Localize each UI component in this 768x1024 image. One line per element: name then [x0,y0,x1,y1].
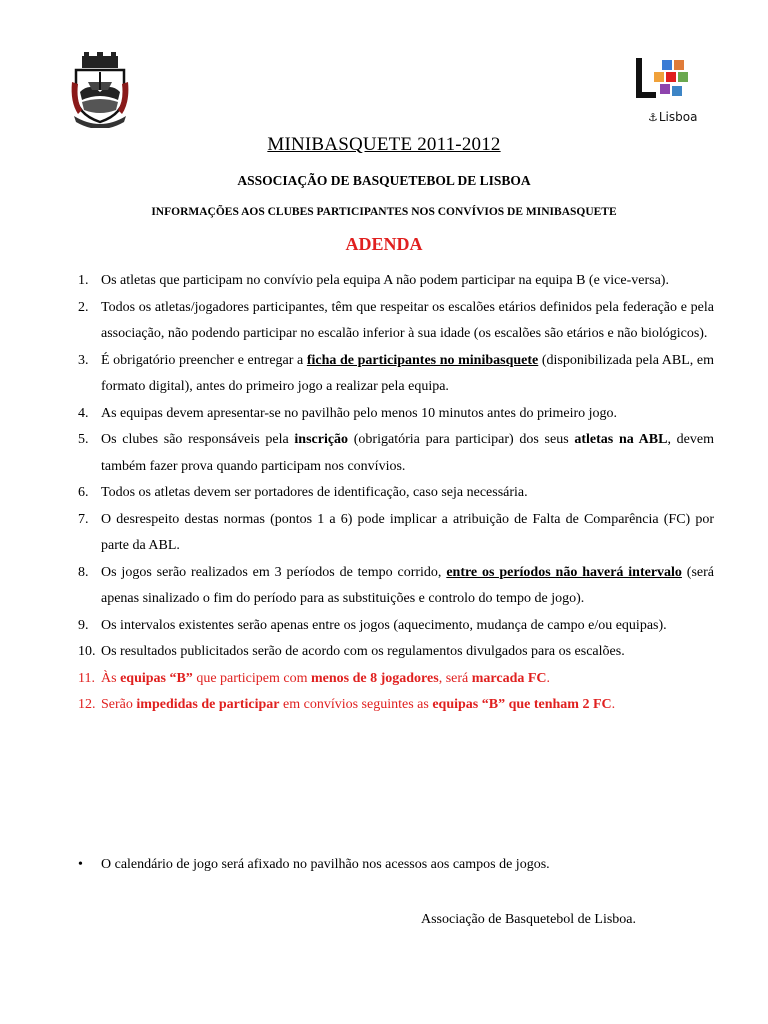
item-text: É obrigatório preencher e entregar a ficha de participantes no minibasquete (disponibilizada pela ABL, em formato digital), antes do primeiro jogo a realizar pela equipa. [101,352,714,394]
item-text: Às equipas “B” que participem com menos de 8 jogadores, será marcada FC. [101,670,551,686]
emphasis-text: marcada FC [471,670,547,686]
item-number: 5. [78,432,89,447]
item-text: Os intervalos existentes serão apenas entre os jogos (aquecimento, mudança de campo e/ou equipas). [101,617,667,633]
item-number: 3. [78,352,89,368]
list-item [78,348,714,401]
emphasis-text: ficha de participantes no minibasquete [306,352,539,368]
list-item [78,401,714,428]
bullet-note [78,857,714,873]
item-text: Os jogos serão realizados em 3 períodos de tempo corrido, entre os períodos não haverá intervalo (será apenas sinalizado o fim do período para as substituições e controlo do tempo de jogo). [101,564,715,606]
item-text: Serão impedidas de participar em convívios seguintes as equipas “B” que tenham 2 FC. [101,697,616,712]
item-number: 12. [78,697,96,712]
list-item [78,639,714,666]
emphasis-text: equipas “B” que tenham 2 FC [432,697,612,712]
list-item [78,295,714,348]
association-name: ASSOCIAÇÃO DE BASQUETEBOL DE LISBOA [237,173,531,188]
bullet-icon: • [78,857,83,872]
emphasis-text: entre os períodos não haverá intervalo [446,564,682,580]
emphasis-text: impedidas de participar [136,697,280,712]
bullet-text: O calendário de jogo será afixado no pavilhão nos acessos aos campos de jogos. [101,857,550,872]
lisboa-squares-icon [630,56,700,108]
item-text: O desrespeito destas normas (pontos 1 a 6) pode implicar a atribuição de Falta de Comparência (FC) por parte da ABL. [101,511,714,553]
item-number: 4. [78,405,89,421]
item-text: Os clubes são responsáveis pela inscrição (obrigatória para participar) dos seus atletas na ABL, devem também fazer prova quando participam nos convívios. [101,432,714,474]
item-text: Todos os atletas/jogadores participantes, têm que respeitar os escalões etários definidos pela federação e pela associação, não podendo participar no escalão inferior à sua idade (os escalões são etários e não biológicos). [101,299,714,341]
item-text: Todos os atletas devem ser portadores de identificação, caso seja necessária. [101,485,528,500]
lisboa-logo [630,56,700,130]
item-number: 2. [78,299,89,315]
item-number: 10. [78,644,96,659]
item-text: Os resultados publicitados serão de acordo com os regulamentos divulgados para os escalões. [101,644,625,659]
emphasis-text: equipas “B” [120,670,193,686]
list-item [78,268,714,295]
document-subtitle: INFORMAÇÕES AOS CLUBES PARTICIPANTES NOS CONVÍVIOS DE MINIBASQUETE [151,206,617,218]
section-heading: ADENDA [345,234,423,254]
list-item [78,666,714,693]
list-item [78,560,714,613]
item-text: Os atletas que participam no convívio pela equipa A não podem participar na equipa B (e vice-versa). [101,273,669,288]
item-text: As equipas devem apresentar-se no pavilhão pelo menos 10 minutos antes do primeiro jogo. [101,405,618,421]
list-item [78,692,714,719]
lisboa-logo-text: ⚓Lisboa [648,110,698,124]
lisbon-crest-logo [68,52,132,128]
item-number: 11. [78,670,95,686]
list-item [78,480,714,507]
list-item [78,427,714,480]
list-item [78,613,714,640]
item-number: 8. [78,564,89,580]
item-number: 9. [78,617,89,633]
page-title: MINIBASQUETE 2011-2012 [267,134,501,155]
signature: Associação de Basquetebol de Lisboa. [421,912,636,927]
list-item [78,507,714,560]
emphasis-text: menos de 8 jogadores [311,670,439,686]
item-number: 7. [78,511,89,527]
item-number: 6. [78,485,89,500]
rules-list [78,268,714,719]
emphasis-text: atletas na ABL [574,432,668,447]
item-number: 1. [78,273,89,288]
emphasis-text: inscrição [294,432,349,447]
